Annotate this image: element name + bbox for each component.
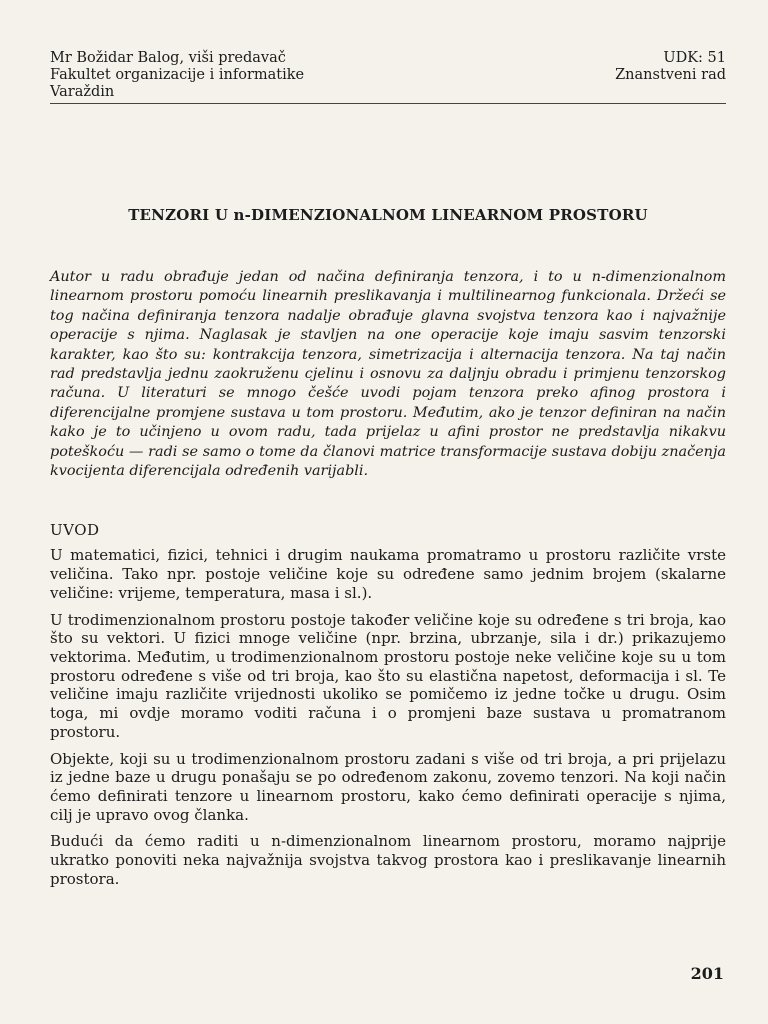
city-line: Varaždin bbox=[50, 84, 115, 100]
section-heading: UVOD bbox=[50, 521, 100, 540]
page-number: 201 bbox=[690, 964, 724, 983]
classification-block bbox=[615, 50, 726, 101]
paper-title: TENZORI U n-DIMENZIONALNOM LINEARNOM PROSTORU bbox=[128, 206, 648, 224]
abstract: Autor u radu obrađuje jedan od načina definiranja tenzora, i to u n-dimenzionalnom linearnom prostoru pomoću linearnih preslikavanja i multilinearnog funkcionala. Držeći se tog načina definiranja tenzora nadalje obrađuje glavna svojstva tenzora kao i najvažnije operacije s njima. Naglasak je stavljen na one operacije koje imaju sasvim tenzorski karakter, kao što su: kontrakcija tenzora, simetrizacija i alternacija tenzora. Na taj način rad predstavlja jednu zaokruženu cjelinu i osnovu za daljnju obradu i primjenu tenzorskog računa. U literaturi se mnogo češće uvodi pojam tenzora preko afinog prostora i diferencijalne promjene sustava u tom prostoru. Međutim, ako je tenzor definiran na način kako je to učinjeno u ovom radu, tada prijelaz u afini prostor ne predstavlja nikakvu poteškoću — radi se samo o tome da članovi matrice transformacije sustava dobiju značenja kvocijenta diferencijala određenih varijabli. bbox=[50, 269, 726, 480]
body-paragraph: U matematici, fizici, tehnici i drugim naukama promatramo u prostoru različite vrste veličina. Tako npr. postoje veličine koje su određene samo jednim brojem (skalarne veličine: vrijeme, temperatura, masa i sl.). bbox=[50, 546, 726, 602]
body-paragraph: Objekte, koji su u trodimenzionalnom prostoru zadani s više od tri broja, a pri prijelazu iz jedne baze u drugu ponašaju se po određenom zakonu, zovemo tenzori. Na koji način ćemo definirati tenzore u linearnom prostoru, kako ćemo definirati operacije s njima, cilj je upravo ovog članka. bbox=[50, 749, 726, 824]
author-line: Mr Božidar Balog, viši predavač bbox=[50, 50, 286, 66]
author-block bbox=[50, 50, 304, 101]
header-rule bbox=[50, 103, 726, 104]
body-paragraph: U trodimenzionalnom prostoru postoje također veličine koje su određene s tri broja, kao što su vektori. U fizici mnoge veličine (npr. brzina, ubrzanje, sila i dr.) prikazujemo vektorima. Međutim, u trodimenzionalnom prostoru postoje neke veličine koje su u tom prostoru određene s više od tri broja, kao što su elastična napetost, deformacija i sl. Te veličine imaju različite vrijednosti ukoliko se pomičemo iz jedne točke u drugu. Osim toga, mi ovdje moramo voditi računa i o promjeni baze sustava u promatranom prostoru. bbox=[50, 610, 726, 741]
paper-type: Znanstveni rad bbox=[615, 67, 726, 83]
paper-page bbox=[50, 50, 726, 990]
udk-code: UDK: 51 bbox=[663, 50, 726, 66]
header bbox=[50, 50, 726, 101]
body-paragraph: Budući da ćemo raditi u n-dimenzionalnom linearnom prostoru, moramo najprije ukratko ponoviti neka najvažnija svojstva takvog prostora kao i preslikavanje linearnih prostora. bbox=[50, 832, 726, 888]
affiliation-line: Fakultet organizacije i informatike bbox=[50, 67, 305, 83]
